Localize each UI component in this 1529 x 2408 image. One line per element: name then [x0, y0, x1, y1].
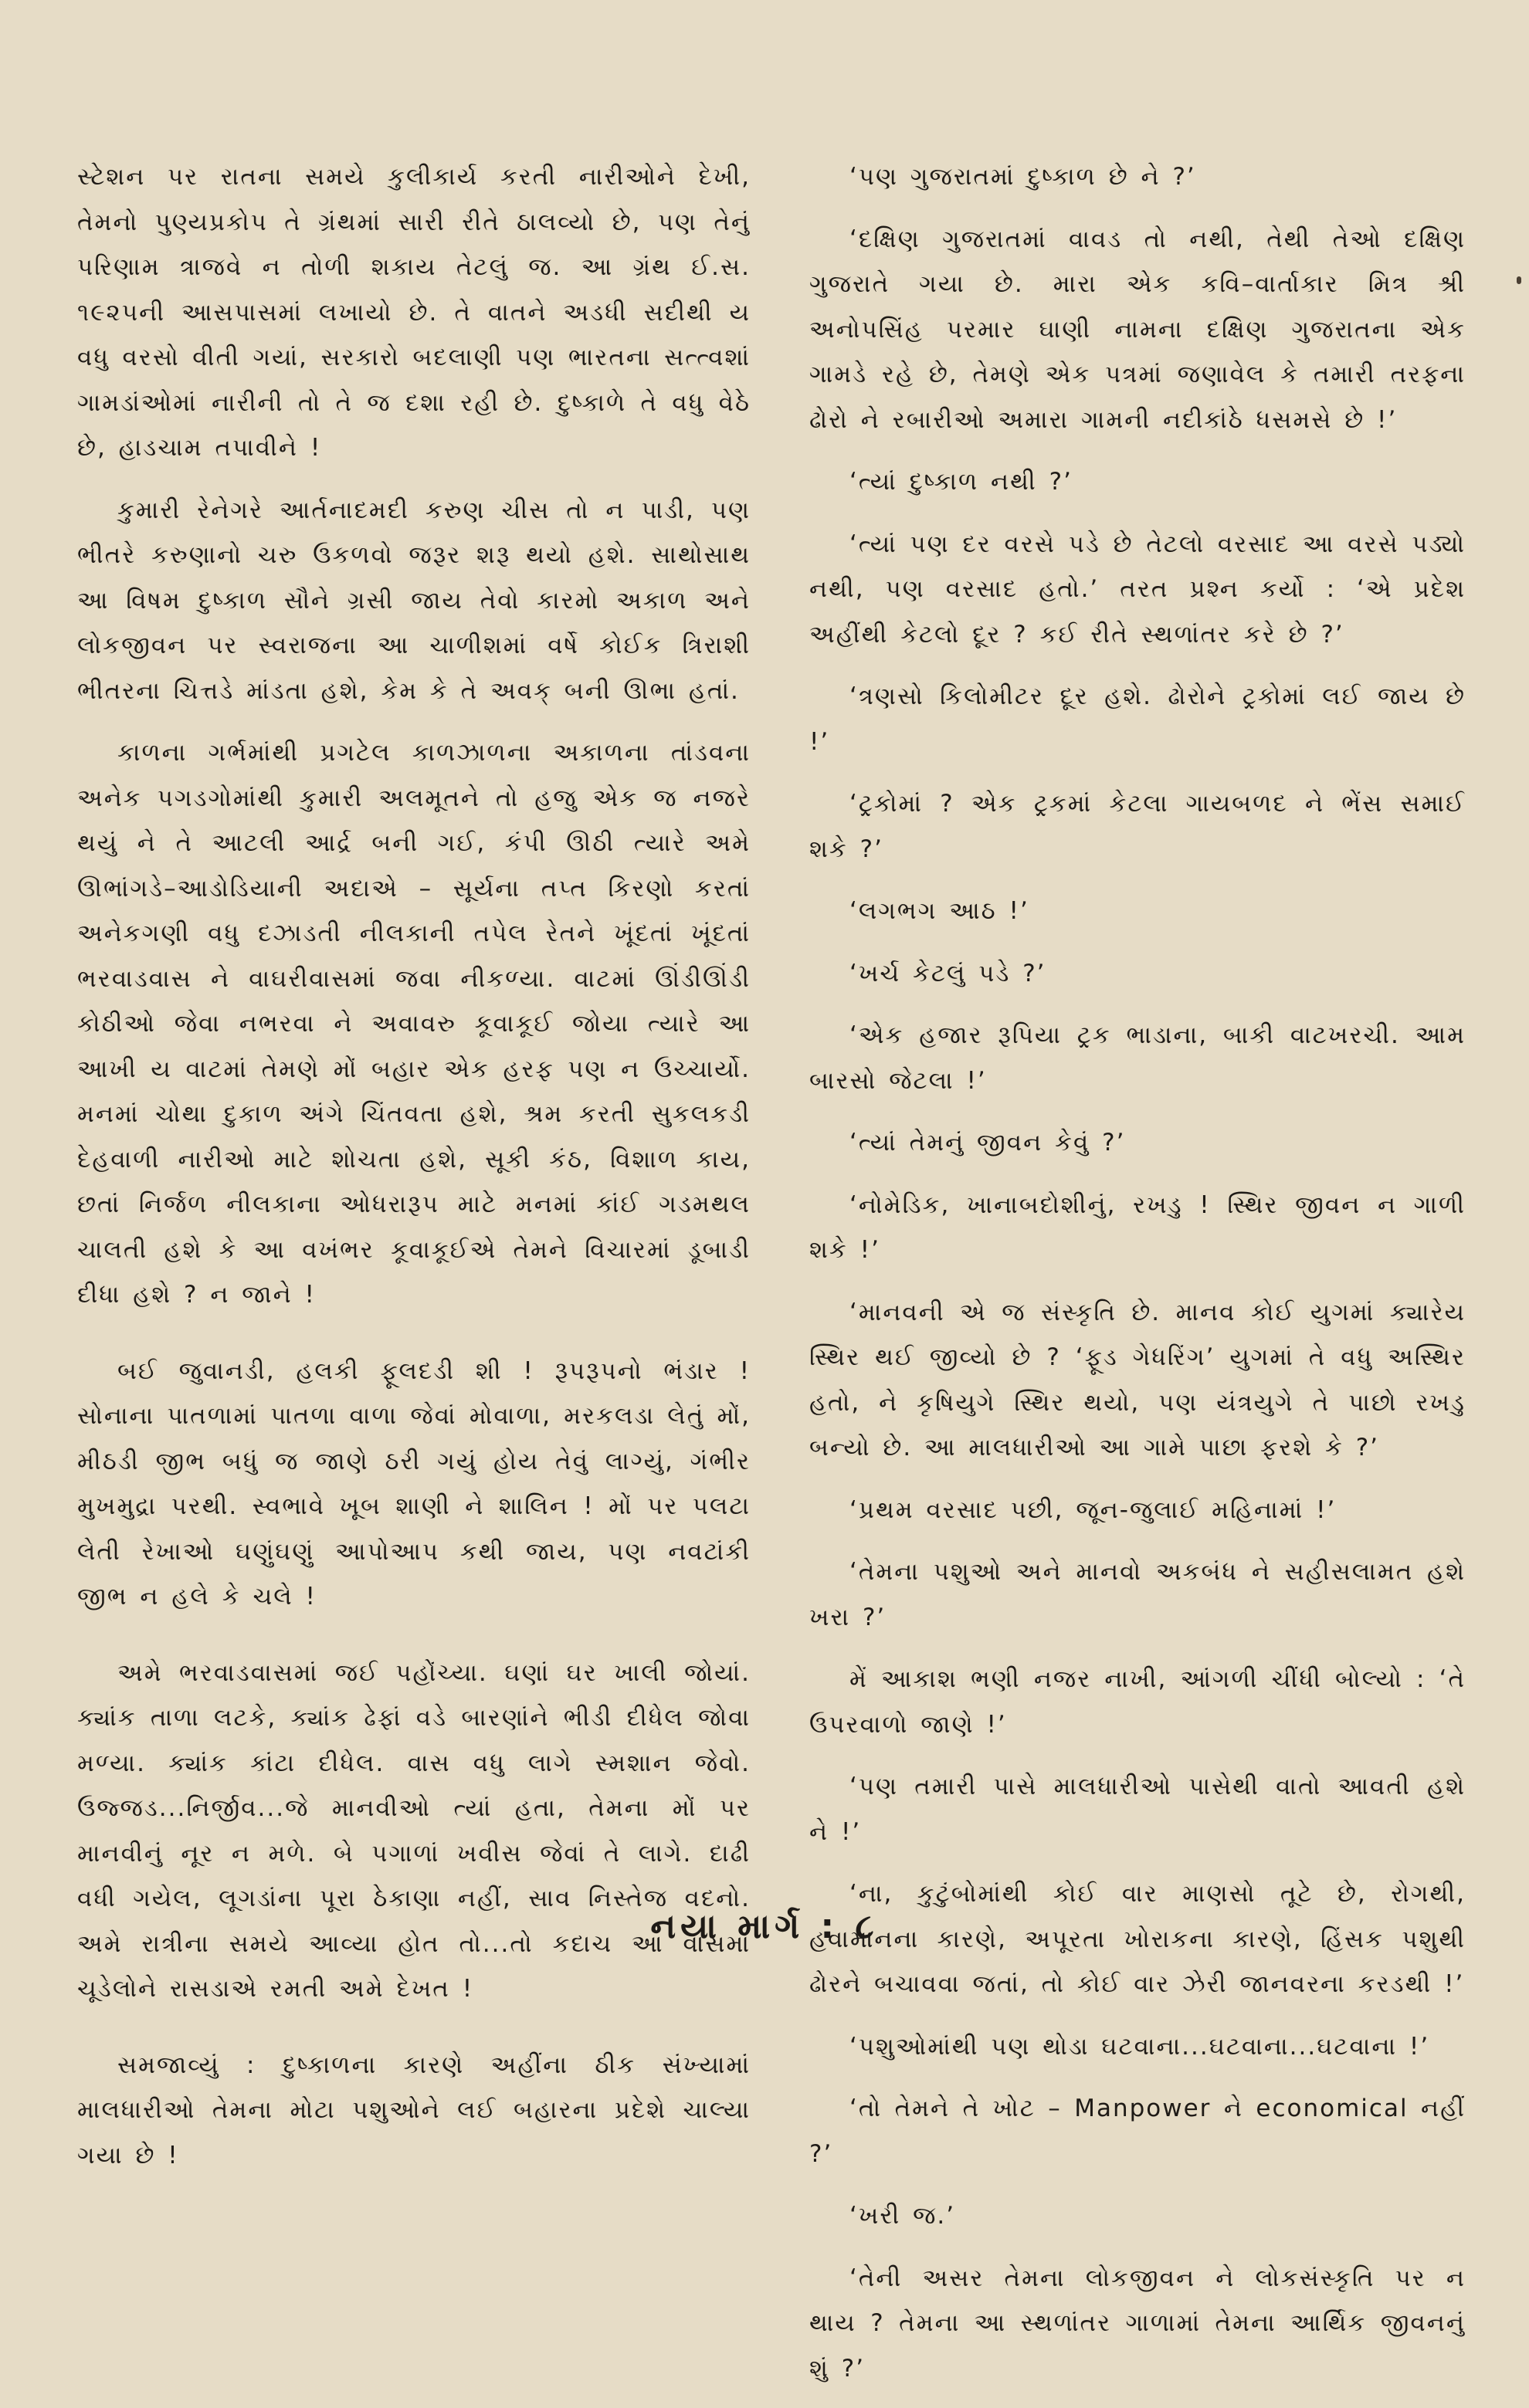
dialogue-line: ‘ખર્ચ કેટલું પડે ?’	[849, 959, 1046, 987]
dialogue-line: મેં આકાશ ભણી નજર નાખી, આંગળી ચીંધી બોલ્યો : ‘તે ઉપરવાળો જાણે !’	[809, 1665, 1466, 1739]
paragraph: સ્ટેશન પર રાતના સમયે કુલીકાર્ય કરતી નારીઓને દેખી, તેમનો પુણ્યપ્રકોપ તે ગ્રંથમાં સારી રીતે ઠાલવ્યો છે, પણ તેનું પરિણામ ત્રાજવે ન તોળી શકાય તેટલું જ. આ ગ્રંથ ઈ.સ. ૧૯૨૫ની આસપાસમાં લખાયો છે. તે વાતને અડધી સદીથી ય વધુ વરસો વીતી ગયાં, સરકારો બદલાણી પણ ભારતના સત્ત્વશાં ગામડાંઓમાં નારીની તો તે જ દશા રહી છે. દુષ્કાળે તે વધુ વેઠે છે, હાડચામ તપાવીને !	[77, 163, 751, 462]
paragraph: સમજાવ્યું : દુષ્કાળના કારણે અહીંના ઠીક સંખ્યામાં માલધારીઓ તેમના મોટા પશુઓને લઈ બહારના પ્રદેશે ચાલ્યા ગયા છે !	[77, 2051, 751, 2169]
dialogue-line: ‘ના, કુટુંબોમાંથી કોઈ વાર માણસો તૂટે છે, રોગથી, હવામાનના કારણે, અપૂરતા ખોરાકના કારણે, હિંસક પશુથી ઢોરને બચાવવા જતાં, તો કોઈ વાર ઝેરી જાનવરના કરડથી !’	[809, 1880, 1466, 1998]
dialogue-line: ‘નોમેડિક, ખાનાબદોશીનું, રખડુ ! સ્થિર જીવન ન ગાળી શકે !’	[809, 1190, 1466, 1264]
dialogue-line: ‘પ્રથમ વરસાદ પછી, જૂન-જુલાઈ મહિનામાં !’	[849, 1495, 1337, 1524]
dialogue-line: ‘લગભગ આઠ !’	[849, 897, 1029, 925]
dialogue-line: ‘દક્ષિણ ગુજરાતમાં વાવડ તો નથી, તેથી તેઓ દક્ષિણ ગુજરાતે ગયા છે. મારા એક કવિ–વાર્તાકાર મિત્ર શ્રી અનોપસિંહ પરમાર ઘાણી નામના દક્ષિણ ગુજરાતના એક ગામડે રહે છે, તેમણે એક પત્રમાં જણાવેલ કે તમારી તરફના ઢોરો ને રબારીઓ અમારા ગામની નદીકાંઠે ધસમસે છે !’	[809, 225, 1466, 434]
paragraph: બઈ જુવાનડી, હલકી ફૂલદડી શી ! રૂપરૂપનો ભંડાર ! સોનાના પાતળામાં પાતળા વાળા જેવાં મોવાળા, મરકલડા લેતું મોં, મીઠડી જીભ બધું જ જાણે ઠરી ગયું હોય તેવું લાગ્યું, ગંભીર મુખમુદ્રા પરથી. સ્વભાવે ખૂબ શાણી ને શાલિન ! મોં પર પલટા લેતી રેખાઓ ઘણુંઘણું આપોઆપ કથી જાય, પણ નવટાંકી જીભ ન હલે કે ચલે !	[77, 1356, 751, 1610]
dialogue-line: ‘તો તેમને તે ખોટ – Manpower ને economical નહીં ?’	[809, 2095, 1466, 2168]
dialogue-line: ‘પણ તમારી પાસે માલધારીઓ પાસેથી વાતો આવતી હશે ને !’	[809, 1773, 1466, 1846]
left-column	[77, 154, 751, 2195]
dialogue-line: ‘ખરી જ.’	[849, 2202, 956, 2230]
paragraph: અમે ભરવાડવાસમાં જઈ પહોંચ્યા. ઘણાં ઘર ખાલી જોયાં. ક્યાંક તાળા લટકે, ક્યાંક ઢેફાં વડે બારણાંને ભીડી દીધેલ જોવા મળ્યા. ક્યાંક કાંટા દીધેલ. વાસ વધુ લાગે સ્મશાન જેવો. ઉજ્જડ...નિર્જીવ...જે માનવીઓ ત્યાં હતા, તેમના મોં પર માનવીનું નૂર ન મળે. બે પગાળાં ખવીસ જેવાં તે લાગે. દાઢી વધી ગયેલ, લૂગડાંના પૂરા ઠેકાણા નહીં, સાવ નિસ્તેજ વદનો. અમે રાત્રીના સમયે આવ્યા હોત તો...તો કદાચ આ વાસમાં ચૂડેલોને રાસડાએ રમતી અમે દેખત !	[77, 1658, 751, 2003]
dialogue-line: ‘તેની અસર તેમના લોકજીવન ને લોકસંસ્કૃતિ પર ન થાય ? તેમના આ સ્થળાંતર ગાળામાં તેમના આર્થિક જીવનનું શું ?’	[809, 2264, 1466, 2383]
dialogue-line: ‘એક હજાર રૂપિયા ટ્રક ભાડાના, બાકી વાટખરચી. આમ બારસો જેટલા !’	[809, 1021, 1466, 1095]
ink-speck	[1517, 276, 1521, 284]
dialogue-line: ‘ત્યાં તેમનું જીવન કેવું ?’	[849, 1129, 1126, 1157]
dialogue-line: ‘પણ ગુજરાતમાં દુષ્કાળ છે ને ?’	[849, 163, 1196, 191]
page-footer: નયા માર્ગ : ૮	[650, 1907, 879, 1946]
dialogue-line: ‘માનવની એ જ સંસ્કૃતિ છે. માનવ કોઈ યુગમાં ક્યારેય સ્થિર થઈ જીવ્યો છે ? ‘ફૂડ ગેધરિંગ’ યુગમાં તે વધુ અસ્થિર હતો, ને કૃષિયુગે સ્થિર થયો, પણ યંત્રયુગે તે પાછો રખડુ બન્યો છે. આ માલધારીઓ આ ગામે પાછા ફરશે કે ?’	[809, 1298, 1466, 1461]
paragraph: કાળના ગર્ભમાંથી પ્રગટેલ કાળઝાળના અકાળના તાંડવના અનેક પગડગોમાંથી કુમારી અલમૂતને તો હજુ એક જ નજરે થયું ને તે આટલી આર્દ્ર બની ગઈ, કંપી ઊઠી ત્યારે અમે ઊભાંગડે–આડોડિયાની અદાએ – સૂર્યના તપ્ત કિરણો કરતાં અનેકગણી વધુ દઝાડતી નીલકાની તપેલ રેતને ખૂંદતાં ખૂંદતાં ભરવાડવાસ ને વાઘરીવાસમાં જવા નીકળ્યા. વાટમાં ઊંડીઊંડી કોઠીઓ જેવા નભરવા ને અવાવરુ કૂવાકૂઈ જોયા ત્યારે આ આખી ય વાટમાં તેમણે મોં બહાર એક હરફ પણ ન ઉચ્ચાર્યો. મનમાં ચોથા દુકાળ અંગે ચિંતવતા હશે, શ્રમ કરતી સુકલકડી દેહવાળી નારીઓ માટે શોચતા હશે, સૂકી કંઠ, વિશાળ કાય, છતાં નિર્જળ નીલકાના ઓધરારૂપ માટે મનમાં કાંઈ ગડમથલ ચાલતી હશે કે આ વખંભર કૂવાકૂઈએ તેમને વિચારમાં ડૂબાડી દીધા હશે ? ન જાને !	[77, 739, 751, 1309]
dialogue-line: ‘ત્યાં દુષ્કાળ નથી ?’	[849, 468, 1073, 496]
paragraph: કુમારી રેનેગરે આર્તનાદમદી કરુણ ચીસ તો ન પાડી, પણ ભીતરે કરુણાનો ચરુ ઉકળવો જરૂર શરૂ થયો હશે. સાથોસાથ આ વિષમ દુષ્કાળ સૌને ગ્રસી જાય તેવો કારમો અકાળ અને લોકજીવન પર સ્વરાજના આ ચાળીશમાં વર્ષે કોઈક ત્રિરાશી ભીતરના ચિત્તડે માંડતા હશે, કેમ કે તે અવક્ બની ઊભા હતાં.	[77, 496, 751, 705]
dialogue-line: ‘તેમના પશુઓ અને માનવો અકબંધ ને સહીસલામત હશે ખરા ?’	[809, 1558, 1466, 1631]
dialogue-line: ‘ત્રણસો કિલોમીટર દૂર હશે. ઢોરોને ટ્રકોમાં લઈ જાય છે !’	[809, 682, 1466, 756]
dialogue-line: ‘ટ્રકોમાં ? એક ટ્રકમાં કેટલા ગાયબળદ ને ભેંસ સમાઈ શકે ?’	[809, 790, 1466, 863]
dialogue-line: ‘પશુઓમાંથી પણ થોડા ઘટવાના...ઘટવાના...ઘટવાના !’	[849, 2032, 1430, 2061]
right-column	[809, 154, 1466, 2408]
dialogue-line: ‘ત્યાં પણ દર વરસે પડે છે તેટલો વરસાદ આ વરસે પડ્યો નથી, પણ વરસાદ હતો.’ તરત પ્રશ્ન કર્યો : ‘એ પ્રદેશ અહીંથી કેટલો દૂર ? કઈ રીતે સ્થળાંતર કરે છે ?’	[809, 530, 1466, 649]
